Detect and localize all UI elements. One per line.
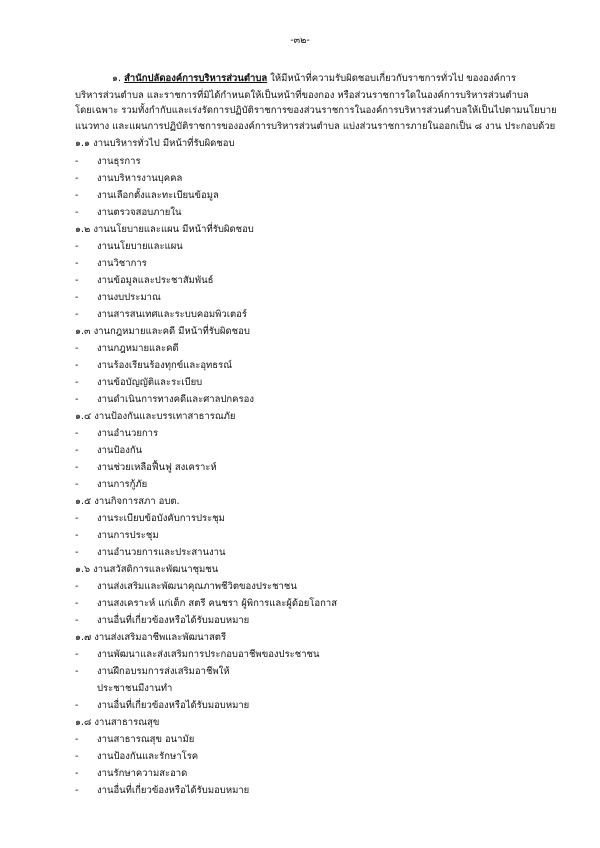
bullet-dash: - bbox=[75, 258, 79, 269]
section-title: ๑.๓ งานกฎหมายและคดี มีหน้าที่รับผิดชอบ bbox=[75, 326, 250, 337]
list-item bbox=[75, 752, 198, 762]
section-title: ๑.๔ งานป้องกันและบรรเทาสาธารณภัย bbox=[75, 411, 236, 422]
list-item-label: งานอื่นที่เกี่ยวข้องหรือได้รับมอบหมาย bbox=[97, 700, 250, 711]
bullet-dash: - bbox=[75, 751, 79, 762]
bullet-dash: - bbox=[75, 275, 79, 286]
intro-line-1-rest: ให้มีหน้าที่ความรับผิดชอบเกี่ยวกับราชการทั่วไป ขององค์การ bbox=[270, 73, 516, 84]
list-item-label: งานป้องกัน bbox=[97, 445, 143, 456]
list-item bbox=[75, 480, 147, 490]
bullet-dash: - bbox=[75, 343, 79, 354]
list-item bbox=[75, 599, 337, 609]
bullet-dash: - bbox=[75, 666, 79, 677]
list-item bbox=[75, 174, 182, 184]
section-title: ๑.๕ งานกิจการสภา อบต. bbox=[75, 496, 180, 507]
list-item-label: งานธุรการ bbox=[97, 156, 141, 167]
bullet-dash: - bbox=[75, 156, 79, 167]
list-item bbox=[75, 310, 247, 320]
bullet-dash: - bbox=[75, 530, 79, 541]
list-item-label: งานตรวจสอบภายใน bbox=[97, 207, 182, 218]
list-item bbox=[75, 378, 202, 388]
intro-line-2: บริหารส่วนตำบล และราชการที่มิได้กำหนดให้เป็นหน้าที่ของกอง หรือส่วนราชการใดในองค์การบริหารส่วนตำบล bbox=[75, 90, 529, 101]
list-item bbox=[75, 242, 183, 252]
bullet-dash: - bbox=[75, 377, 79, 388]
list-item bbox=[75, 616, 249, 626]
list-item bbox=[75, 446, 142, 456]
bullet-dash: - bbox=[75, 428, 79, 439]
list-item bbox=[75, 531, 159, 541]
bullet-dash: - bbox=[75, 292, 79, 303]
list-item-label: งานร้องเรียนร้องทุกข์และอุทธรณ์ bbox=[97, 360, 233, 371]
list-item bbox=[75, 463, 217, 473]
list-item bbox=[75, 650, 320, 660]
bullet-dash: - bbox=[75, 700, 79, 711]
bullet-dash: - bbox=[75, 462, 79, 473]
list-item bbox=[75, 786, 249, 796]
list-item-label: งานการประชุม bbox=[97, 530, 159, 541]
bullet-dash: - bbox=[75, 394, 79, 405]
list-item-label: งานรักษาความสะอาด bbox=[97, 768, 188, 779]
list-item-label: งานวิชาการ bbox=[97, 258, 147, 269]
list-item-label: งานงบประมาณ bbox=[97, 292, 161, 303]
list-item-label: งานนโยบายและแผน bbox=[97, 241, 183, 252]
list-item bbox=[75, 667, 230, 677]
intro-line-4: แนวทาง และแผนการปฏิบัติราชการขององค์การบริหารส่วนตำบล แบ่งส่วนราชการภายในออกเป็น ๘ งาน ประกอบด้วย bbox=[75, 121, 556, 132]
list-item-label: งานอำนวยการและประสานงาน bbox=[97, 547, 226, 558]
bullet-dash: - bbox=[75, 649, 79, 660]
list-item-label: งานอำนวยการ bbox=[97, 428, 159, 439]
section-title: ๑.๒ งานนโยบายและแผน มีหน้าที่รับผิดชอบ bbox=[75, 224, 254, 235]
bullet-dash: - bbox=[75, 598, 79, 609]
list-item bbox=[75, 191, 219, 201]
bullet-dash: - bbox=[75, 547, 79, 558]
intro-line-1 bbox=[112, 74, 516, 84]
list-item-label: งานสาธารณสุข อนามัย bbox=[97, 734, 195, 745]
list-item bbox=[75, 157, 141, 167]
list-item bbox=[75, 429, 158, 439]
page-number: -๓๒- bbox=[290, 35, 310, 46]
bullet-dash: - bbox=[75, 173, 79, 184]
bullet-dash: - bbox=[75, 615, 79, 626]
list-item-label: งานสารสนเทศและระบบคอมพิวเตอร์ bbox=[97, 309, 247, 320]
bullet-dash: - bbox=[75, 360, 79, 371]
intro-number: ๑. bbox=[112, 73, 122, 84]
list-item-label: งานกฎหมายและคดี bbox=[97, 343, 179, 354]
list-item bbox=[75, 276, 213, 286]
intro-line-3: โดยเฉพาะ รวมทั้งกำกับและเร่งรัดการปฏิบัติราชการของส่วนราชการในองค์การบริหารส่วนตำบลให้เป็นไปตามนโยบาย bbox=[75, 105, 557, 116]
bullet-dash: - bbox=[75, 445, 79, 456]
list-item-label: งานข้อมูลและประชาสัมพันธ์ bbox=[97, 275, 214, 286]
section-title: ๑.๘ งานสาธารณสุข bbox=[75, 717, 160, 728]
list-item bbox=[75, 293, 161, 303]
list-item-label: งานช่วยเหลือฟื้นฟู สงเคราะห์ bbox=[97, 462, 217, 473]
section-title: ๑.๗ งานส่งเสริมอาชีพและพัฒนาสตรี bbox=[75, 632, 227, 643]
list-item bbox=[75, 361, 232, 371]
list-item-label: งานพัฒนาและส่งเสริมการประกอบอาชีพของประชาชน bbox=[97, 649, 320, 660]
list-item-label: งานระเบียบข้อบังคับการประชุม bbox=[97, 513, 225, 524]
bullet-dash: - bbox=[75, 241, 79, 252]
bullet-dash: - bbox=[75, 513, 79, 524]
list-item-label: งานสงเคราะห์ แก่เด็ก สตรี คนชรา ผู้พิการและผู้ด้อยโอกาส bbox=[97, 598, 338, 609]
bullet-dash: - bbox=[75, 768, 79, 779]
list-item-label: งานการกู้ภัย bbox=[97, 479, 148, 490]
bullet-dash: - bbox=[75, 309, 79, 320]
list-item bbox=[75, 395, 254, 405]
bullet-dash: - bbox=[75, 734, 79, 745]
bullet-dash: - bbox=[75, 190, 79, 201]
list-item bbox=[75, 769, 187, 779]
list-item bbox=[75, 701, 249, 711]
list-item bbox=[75, 344, 179, 354]
list-item-label: งานฝึกอบรมการส่งเสริมอาชีพให้ bbox=[97, 666, 230, 677]
bullet-dash: - bbox=[75, 785, 79, 796]
list-item-label: งานอื่นที่เกี่ยวข้องหรือได้รับมอบหมาย bbox=[97, 615, 250, 626]
list-item bbox=[75, 735, 194, 745]
list-item-label: งานดำเนินการทางคดีและศาลปกครอง bbox=[97, 394, 254, 405]
list-item-label: งานเลือกตั้งและทะเบียนข้อมูล bbox=[97, 190, 219, 201]
list-item-label: งานบริหารงานบุคคล bbox=[97, 173, 183, 184]
list-item-label: งานส่งเสริมและพัฒนาคุณภาพชีวิตของประชาชน bbox=[97, 581, 297, 592]
bullet-dash: - bbox=[75, 207, 79, 218]
list-item bbox=[75, 208, 181, 218]
section-title: ๑.๑ งานบริหารทั่วไป มีหน้าที่รับผิดชอบ bbox=[75, 138, 235, 149]
list-item-continuation: ประชาชนมีงานทำ bbox=[97, 683, 173, 694]
list-item bbox=[75, 548, 225, 558]
list-item-label: งานอื่นที่เกี่ยวข้องหรือได้รับมอบหมาย bbox=[97, 785, 250, 796]
bullet-dash: - bbox=[75, 581, 79, 592]
list-item bbox=[75, 514, 225, 524]
intro-heading: สำนักปลัดองค์การบริหารส่วนตำบล bbox=[124, 73, 268, 84]
list-item bbox=[75, 259, 147, 269]
bullet-dash: - bbox=[75, 479, 79, 490]
section-title: ๑.๖ งานสวัสดิการและพัฒนาชุมชน bbox=[75, 564, 219, 575]
list-item-label: งานข้อบัญญัติและระเบียบ bbox=[97, 377, 203, 388]
list-item-label: งานป้องกันและรักษาโรค bbox=[97, 751, 199, 762]
list-item bbox=[75, 582, 297, 592]
